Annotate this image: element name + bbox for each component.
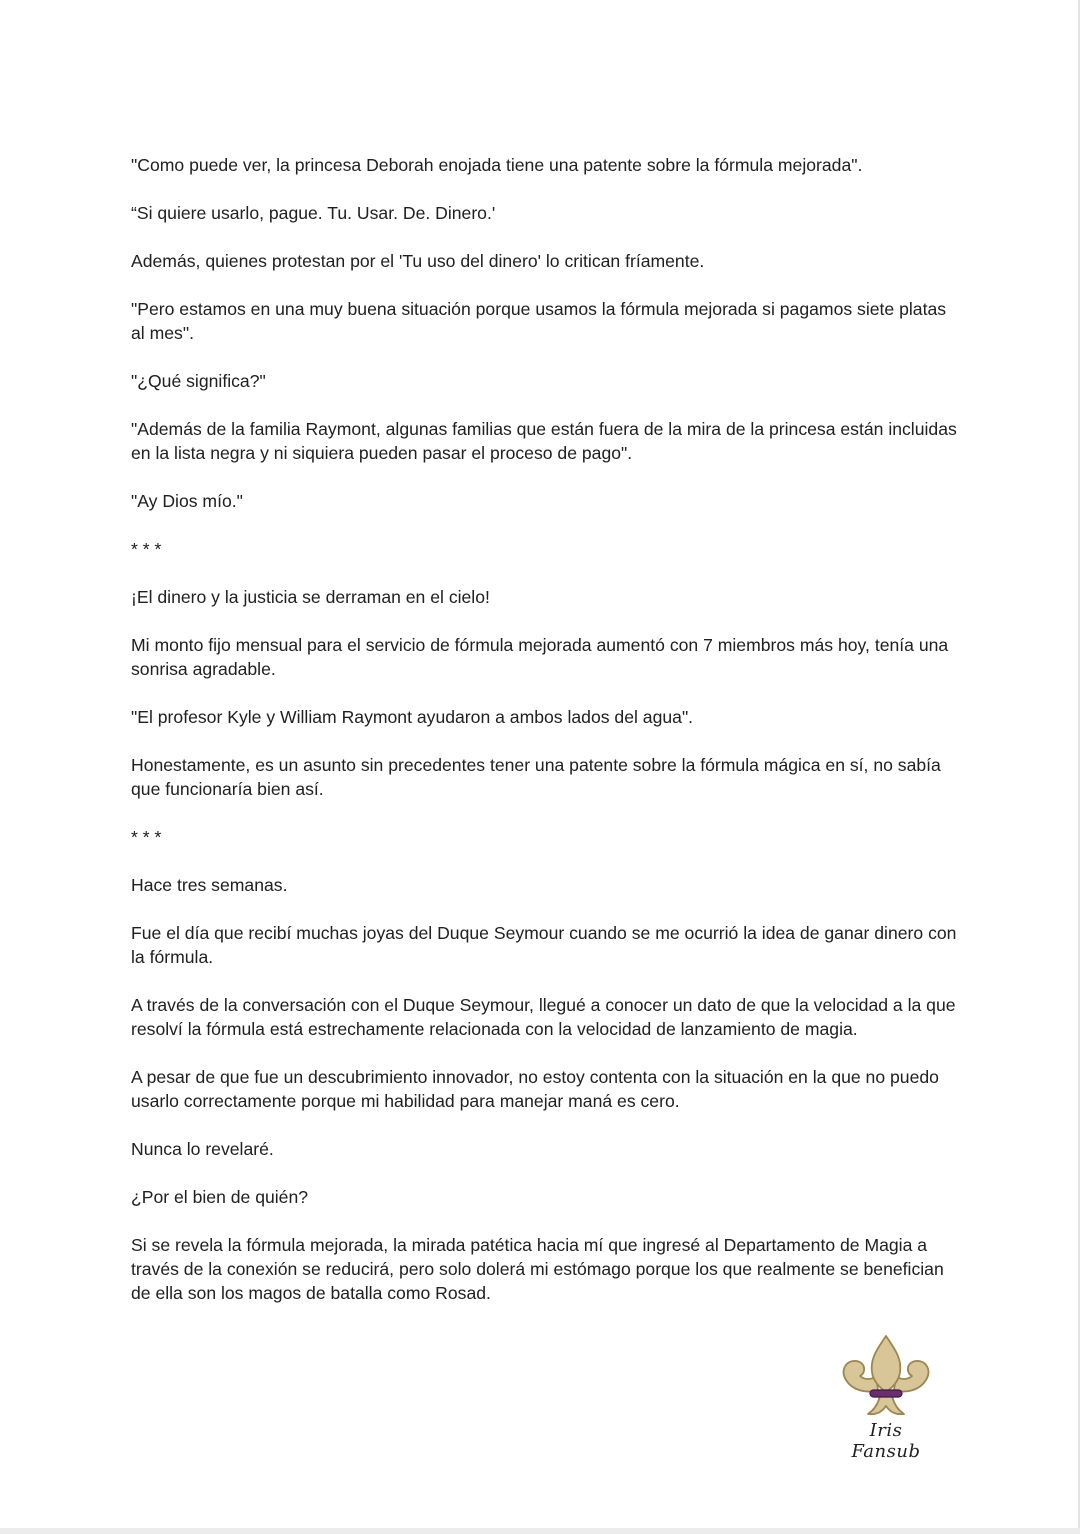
paragraph: ¡El dinero y la justicia se derraman en el cielo! (131, 587, 490, 607)
paragraph: “Si quiere usarlo, pague. Tu. Usar. De. Dinero.' (131, 203, 496, 223)
paragraph: A pesar de que fue un descubrimiento innovador, no estoy contenta con la situación en la que no puedo usarlo correctamente porque mi habilidad para manejar maná es cero. (131, 1067, 939, 1111)
logo-text: Iris Fansub (851, 1420, 921, 1462)
paragraph: Mi monto fijo mensual para el servicio de fórmula mejorada aumentó con 7 miembros más hoy, tenía una sonrisa agradable. (131, 635, 949, 679)
document-body (131, 153, 961, 1329)
paragraph: A través de la conversación con el Duque Seymour, llegué a conocer un dato de que la velocidad a la que resolví la fórmula está estrechamente relacionada con la velocidad de lanzamiento de magia. (131, 995, 956, 1039)
paragraph: Honestamente, es un asunto sin precedentes tener una patente sobre la fórmula mágica en sí, no sabía que funcionaría bien así. (131, 755, 941, 799)
paragraph: "¿Qué significa?" (131, 371, 266, 391)
fleur-de-lis-icon (838, 1334, 934, 1424)
paragraph: Si se revela la fórmula mejorada, la mirada patética hacia mí que ingresé al Departamento de Magia a través de la conexión se reducirá, pero solo dolerá mi estómago porque los que realmente se benefician de ella son los magos de batalla como Rosad. (131, 1235, 944, 1303)
paragraph: "Pero estamos en una muy buena situación porque usamos la fórmula mejorada si pagamos siete platas al mes". (131, 299, 947, 343)
paragraph: "Ay Dios mío." (131, 491, 243, 511)
paragraph: ¿Por el bien de quién? (131, 1187, 309, 1207)
scene-break: * * * (131, 827, 162, 847)
watermark-logo (836, 1334, 936, 1462)
scene-break: * * * (131, 539, 162, 559)
paragraph: Fue el día que recibí muchas joyas del Duque Seymour cuando se me ocurrió la idea de ganar dinero con la fórmula. (131, 923, 957, 967)
paragraph: Además, quienes protestan por el 'Tu uso del dinero' lo critican fríamente. (131, 251, 705, 271)
paragraph: "Además de la familia Raymont, algunas familias que están fuera de la mira de la princesa están incluidas en la lista negra y ni siquiera pueden pasar el proceso de pago". (131, 419, 957, 463)
paragraph: "Como puede ver, la princesa Deborah enojada tiene una patente sobre la fórmula mejorada". (131, 155, 863, 175)
paragraph: "El profesor Kyle y William Raymont ayudaron a ambos lados del agua". (131, 707, 694, 727)
page-bottom-edge (0, 1528, 1080, 1534)
paragraph: Nunca lo revelaré. (131, 1139, 274, 1159)
paragraph: Hace tres semanas. (131, 875, 288, 895)
